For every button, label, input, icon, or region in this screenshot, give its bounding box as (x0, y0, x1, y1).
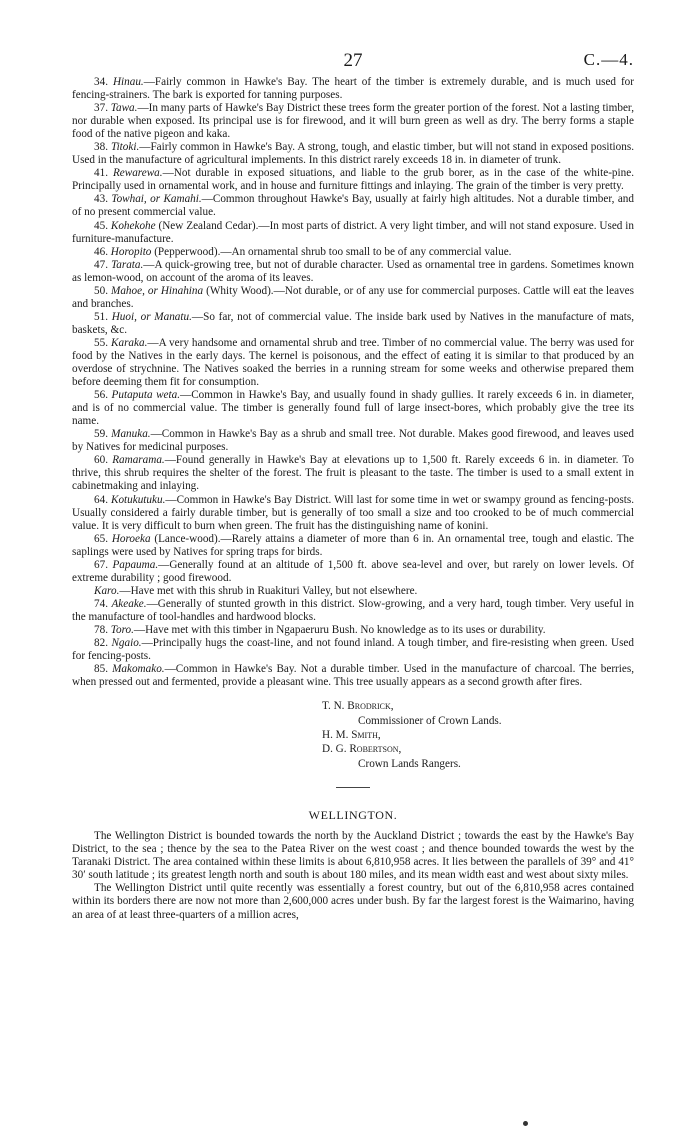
entry-description: —Have met with this shrub in Ruakituri Valley, but not elsewhere. (119, 584, 418, 597)
tree-entry (72, 598, 634, 624)
entry-description: —Common in Hawke's Bay District. Will last for some time in wet or swampy ground as fencing-posts. Usually considered a fairly durable timber, but is generally of too small a size and too crooked to be of much commercial value. It is very difficult to burn when green. The fruit has the distinguishing name of konini. (72, 493, 635, 532)
sheet-code: C.—4. (583, 50, 634, 69)
entry-tree-name: Tarata. (111, 258, 144, 271)
entry-tree-name: Towhai, or Kamahi. (111, 193, 202, 206)
tree-entry (72, 76, 634, 102)
entry-number: 47. (94, 258, 108, 271)
entry-description: —Found generally in Hawke's Bay at elevations up to 1,500 ft. Rarely exceeds 6 in. in diameter. To thrive, this shrub requires the shelter of the forest. The fruit is pleasant to the taste. The timber is used to a small extent in cabinetmaking and inlaying. (72, 454, 635, 493)
page-number: 27 (343, 50, 363, 71)
entry-description: —A very handsome and ornamental shrub and tree. Timber of no commercial value. The berry was used for food by the Natives in the early days. The kernel is poisonous, and the effect of eating it is similar to that produced by an overdose of strychnine. The Natives soaked the berries in a running stream for some weeks and otherwise prepared them before deeming them fit for consumption. (72, 336, 635, 389)
tree-entry (72, 454, 634, 493)
signatory-title: Commissioner of Crown Lands. (358, 714, 502, 727)
entry-tree-name: Putaputa weta. (111, 389, 181, 402)
entry-number: 67. (94, 558, 108, 571)
signature-block (322, 699, 634, 771)
entry-description: —A quick-growing tree, but not of durable character. Used as ornamental tree in gardens. Sometimes known as lemon-wood, on account of the aroma of its leaves. (72, 258, 634, 284)
entry-number: 60. (94, 454, 108, 467)
entry-number: 46. (94, 245, 108, 258)
tree-entry (72, 141, 634, 167)
tree-entry (72, 585, 634, 598)
entry-description: (Lance-wood).—Rarely attains a diameter of more than 6 in. An ornamental tree, tough and elastic. The saplings were used by Natives for spring traps for birds. (72, 532, 634, 558)
tree-entry (72, 533, 634, 559)
entry-description: (New Zealand Cedar).—In most parts of district. A very light timber, and will not stand exposure. Used in furniture-manufacture. (72, 219, 634, 245)
entry-number: 85. (94, 663, 108, 676)
entry-description: —Have met with this timber in Ngapaeruru Bush. No knowledge as to its uses or durability. (133, 623, 546, 636)
entry-description: —So far, not of commercial value. The inside bark used by Natives in the manufacture of mats, baskets, &c. (72, 310, 635, 336)
tree-entry (72, 559, 634, 585)
entry-tree-name: Tawa. (110, 102, 138, 115)
entry-number: 78. (94, 623, 108, 636)
entry-description: —Generally found at an altitude of 1,500 ft. above sea-level and over, but rarely on lower levels. Of extreme durability ; good firewood. (72, 558, 635, 584)
entry-number: 37. (94, 102, 108, 115)
entry-number: 45. (94, 219, 108, 232)
tree-entries-list (72, 76, 634, 689)
section-title: WELLINGTON. (308, 808, 398, 823)
entry-tree-name: Karaka. (111, 336, 148, 349)
entry-tree-name: Ramarama. (112, 454, 165, 467)
entry-description: —Common in Hawke's Bay. Not a durable timber. Used in the manufacture of charcoal. The berries, when pressed out and fermented, provide a pleasant wine. This tree usually appears as a second growth after fires. (72, 663, 634, 689)
tree-entry (72, 167, 634, 193)
tree-entry (72, 311, 634, 337)
tree-entry (72, 285, 634, 311)
entry-tree-name: Papauma. (112, 558, 159, 571)
entry-tree-name: Horopito (110, 245, 152, 258)
page-header (72, 0, 634, 76)
entry-number: 34. (94, 76, 108, 88)
tree-entry (72, 246, 634, 259)
entry-tree-name: Makomako. (112, 663, 165, 676)
body-paragraph: The Wellington District is bounded towards the north by the Auckland District ; towards the east by the Hawke's Bay District, to the sea ; thence by the sea to the Patea River on the west coast ; and thence bounded towards the west by the Taranaki District. The area contained within these limits is about 6,810,958 acres. It lies between the parallels of 39° and 41° 30′ south latitude ; its greatest length north and south is about 180 miles, and its mean width east and west about sixty miles. (72, 830, 634, 882)
entry-tree-name: Akeake. (111, 597, 147, 610)
entry-description: (Whity Wood).—Not durable, or of any use for commercial purposes. Cattle will eat the leaves and branches. (72, 284, 634, 310)
entry-number: 65. (94, 532, 108, 545)
tree-entry (72, 102, 634, 141)
entry-number: 82. (94, 637, 108, 650)
tree-entry (72, 624, 634, 637)
entry-tree-name: Hinau. (112, 76, 144, 88)
tree-entry (72, 193, 634, 219)
tree-entry (72, 494, 634, 533)
entry-tree-name: Ngaio. (111, 637, 142, 650)
section-divider (336, 787, 370, 788)
entry-tree-name: Karo. (94, 584, 120, 597)
tree-entry (72, 220, 634, 246)
entry-description: —Common throughout Hawke's Bay, usually at fairly high altitudes. Not a durable timber, and of no present commercial value. (72, 193, 634, 219)
entry-description: —Fairly common in Hawke's Bay. The heart of the timber is extremely durable, and is much used for fencing-strainers. The bark is exported for tanning purposes. (72, 76, 635, 102)
entry-tree-name: Kotukutuku. (110, 493, 166, 506)
entry-number: 64. (94, 493, 108, 506)
entry-description: (Pepperwood).—An ornamental shrub too small to be of any commercial value. (151, 245, 512, 258)
entry-description: —In many parts of Hawke's Bay District these trees form the greater portion of the forest. Not a lasting timber, nor durable when exposed. Its principal use is for firewood, and it will burn green as well as dry. The berry forms a staple food of the native pigeon and kaka. (72, 102, 634, 141)
entry-number: 38. (94, 141, 108, 154)
tree-entry (72, 428, 634, 454)
tree-entry (72, 637, 634, 663)
entry-number: 74. (94, 597, 108, 610)
signatory-title: Crown Lands Rangers. (358, 757, 461, 770)
entry-description: —Common in Hawke's Bay, and usually found in shady gullies. It rarely exceeds 6 in. in diameter, and is of no commercial value. The timber is generally found full of large insect-bores, which probably give the tree its name. (72, 389, 635, 428)
entry-number: 51. (94, 310, 108, 323)
entry-tree-name: Toro. (110, 623, 134, 636)
entry-description: —Not durable in exposed situations, and liable to the grub borer, as in the case of the white-pine. Principally used in ornamental work, and in house and furniture fittings and inlaying. The grain of the timber is very pretty. (72, 167, 634, 193)
entry-tree-name: Manuka. (111, 428, 151, 441)
entry-tree-name: Rewarewa. (112, 167, 163, 180)
signatory-name: T. N. Brodrick, (322, 700, 394, 713)
tree-entry (72, 259, 634, 285)
print-mark (523, 1121, 528, 1126)
entry-description: —Common in Hawke's Bay as a shrub and small tree. Not durable. Makes good firewood, and leaves used by Natives for medicinal purposes. (72, 428, 634, 454)
entry-description: —Principally hugs the coast-line, and not found inland. A tough timber, and fire-resisting when green. Used for fencing-posts. (72, 637, 634, 663)
entry-tree-name: Mahoe, or Hinahina (111, 284, 204, 297)
tree-entry (72, 389, 634, 428)
entry-description: —Fairly common in Hawke's Bay. A strong, tough, and elastic timber, but will not stand in exposed positions. Used in the manufacture of agricultural implements. In this district rarely exceeds 18 in. in diameter of trunk. (72, 141, 635, 167)
tree-entry (72, 337, 634, 389)
entry-number: 41. (94, 167, 108, 180)
body-paragraph: The Wellington District until quite recently was essentially a forest country, but out of the 6,810,958 acres contained within its borders there are now not more than 2,600,000 acres under bush. By far the largest forest is the Waimarino, having an area of at least three-quarters of a million acres, (72, 882, 634, 921)
entry-number: 43. (94, 193, 108, 206)
entry-tree-name: Huoi, or Manatu. (111, 310, 192, 323)
entry-tree-name: Titoki. (110, 141, 140, 154)
entry-tree-name: Horoeka (111, 532, 151, 545)
signatory-name: H. M. Smith, (322, 729, 381, 742)
signatory-name: D. G. Robertson, (322, 743, 402, 756)
tree-entry (72, 663, 634, 689)
section-body (72, 830, 634, 921)
entry-tree-name: Kohekohe (110, 219, 156, 232)
entry-number: 56. (94, 389, 108, 402)
entry-number: 55. (94, 336, 108, 349)
entry-number: 50. (94, 284, 108, 297)
entry-number: 59. (94, 428, 108, 441)
entry-description: —Generally of stunted growth in this district. Slow-growing, and a very hard, tough timber. Very useful in the manufacture of tool-handles and hardwood blocks. (72, 597, 634, 623)
